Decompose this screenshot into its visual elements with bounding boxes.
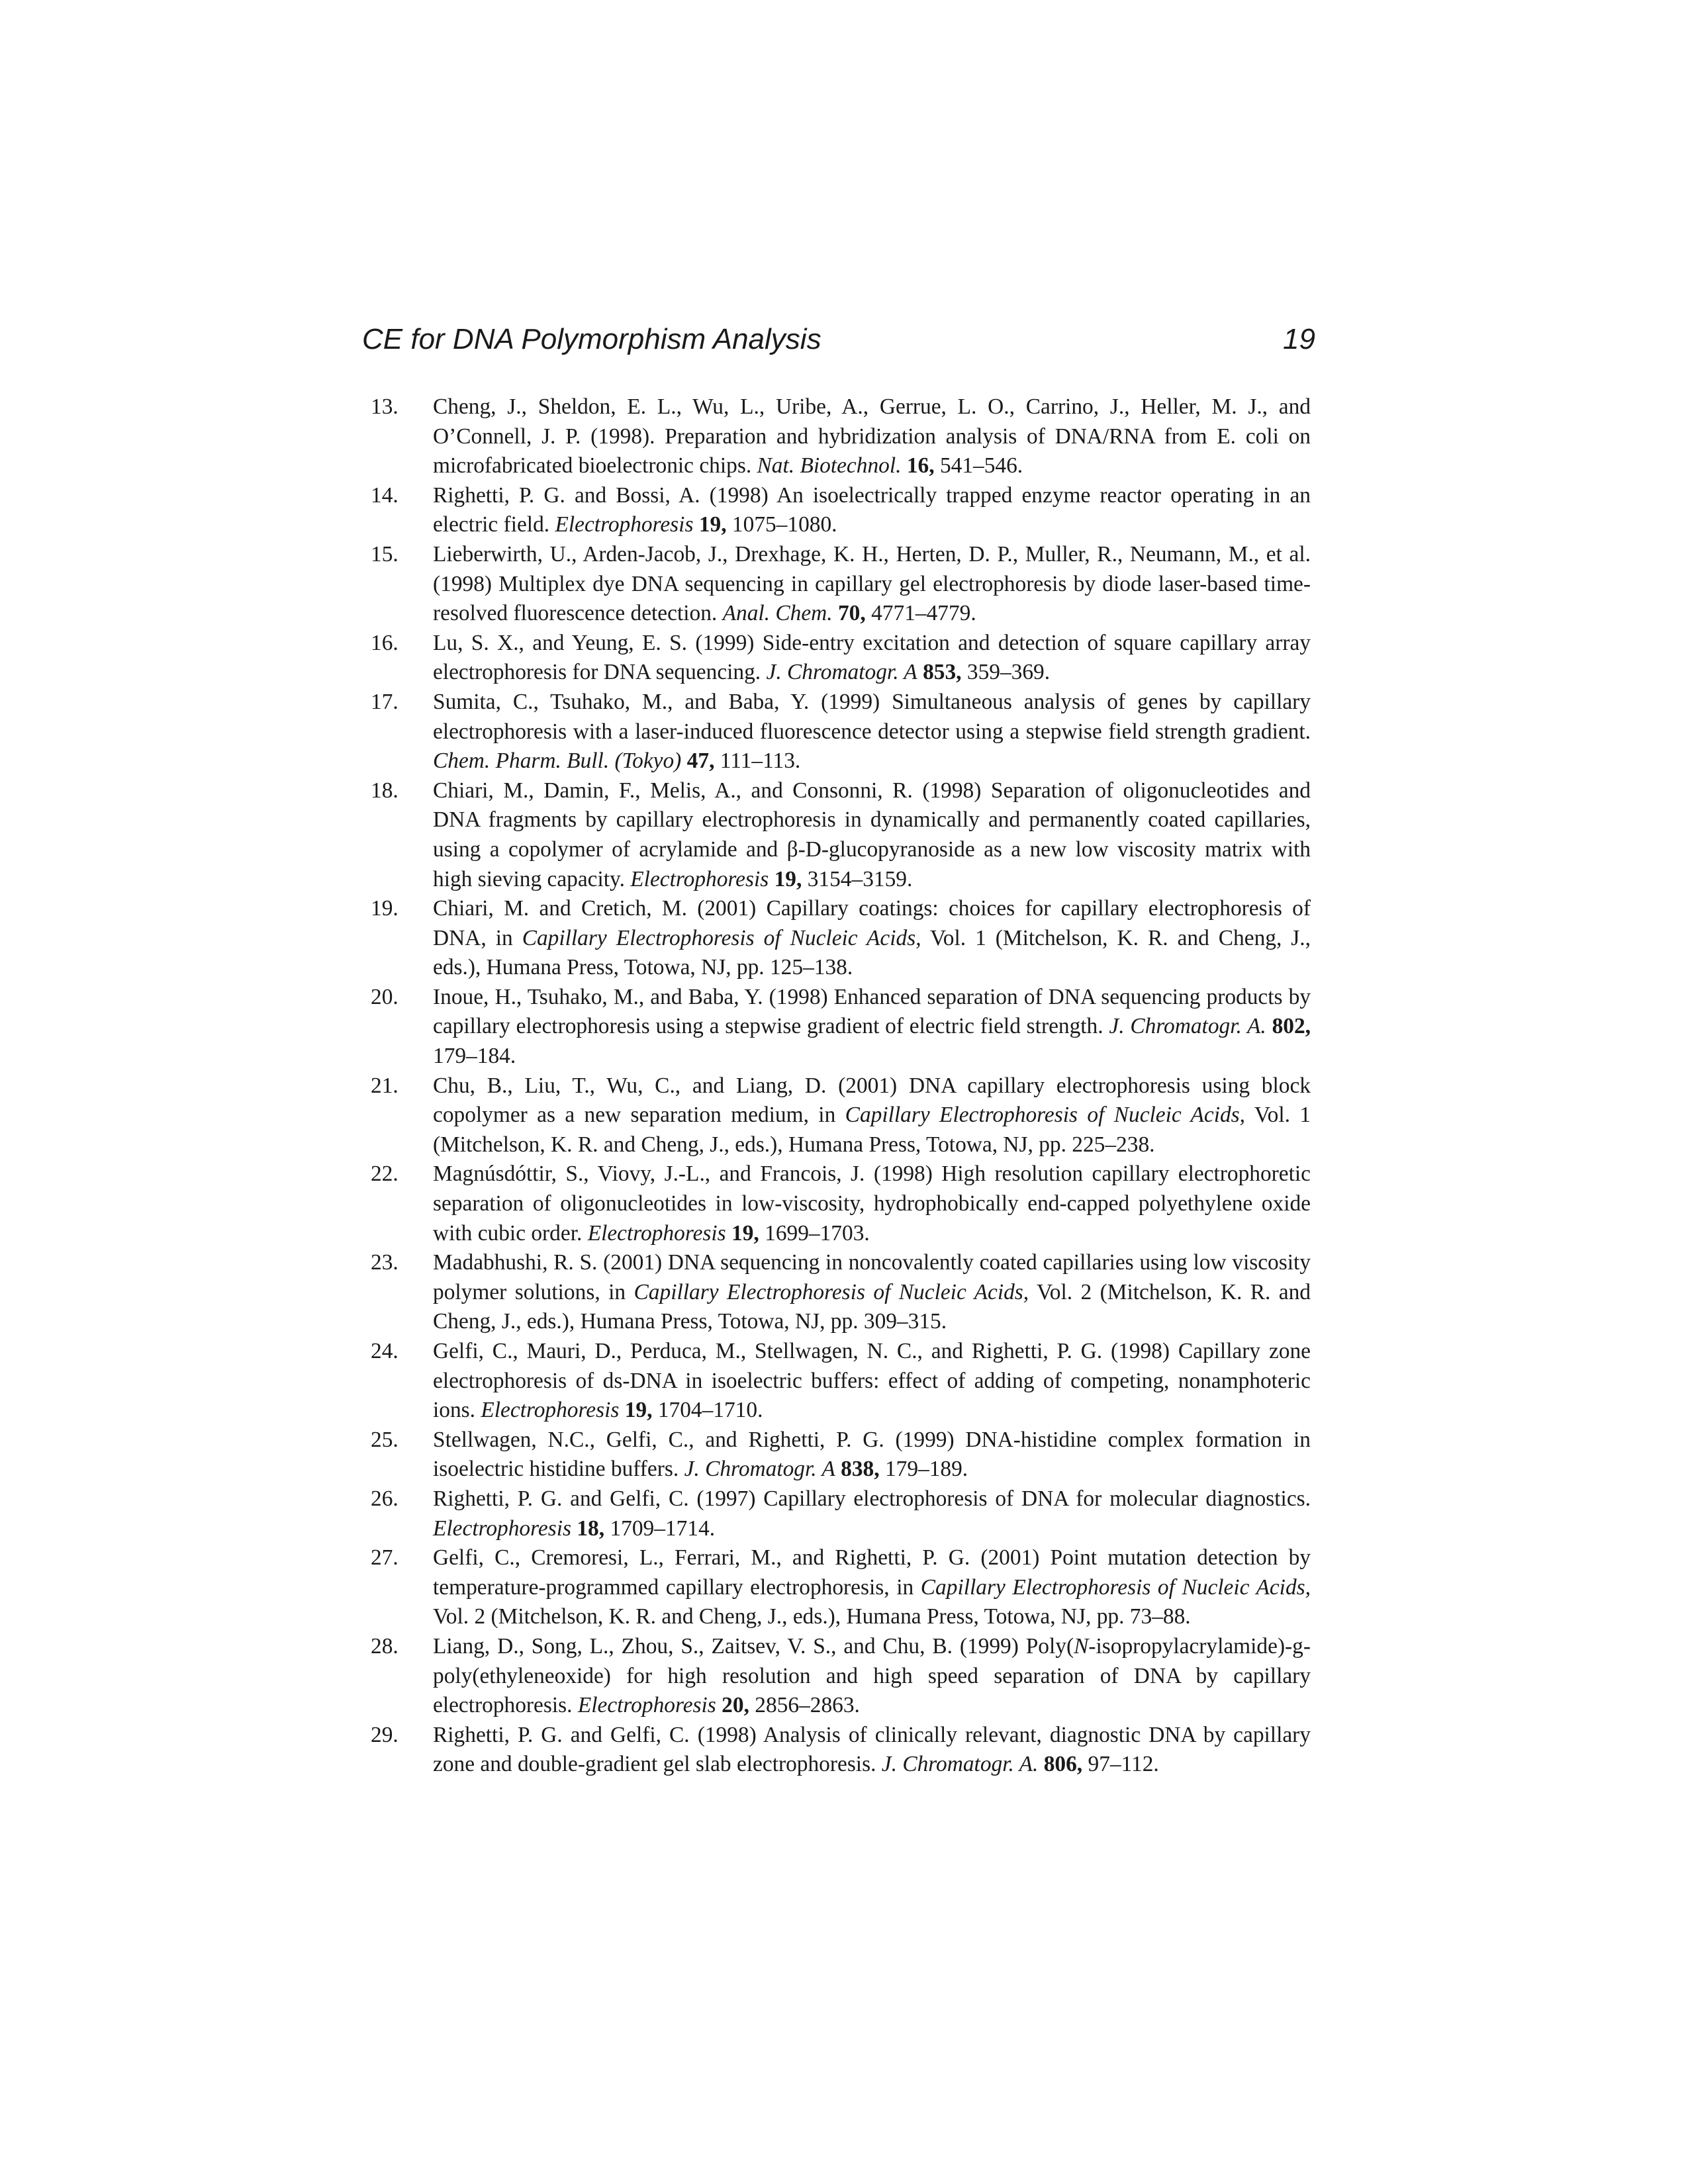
reference-text-end: Vol. 1 (Mitchelson, K. R. and Cheng, J., eds.), Humana Press, Totowa, NJ, pp. 125–138. (433, 925, 1311, 980)
volume-number: 16, (906, 453, 935, 478)
journal-name: J. Chromatogr. A. (881, 1752, 1039, 1777)
book-title: Capillary Electrophoresis of Nucleic Acids, (633, 1279, 1029, 1304)
reference-number: 22. (371, 1161, 399, 1187)
reference-text: Lu, S. X., and Yeung, E. S. (1999) Side-entry excitation and detection of square capillary array electrophoresis for DNA sequencing. (433, 630, 1311, 685)
volume-number: 19, (698, 512, 727, 537)
page-range: 3154–3159. (807, 866, 913, 891)
volume-number: 19, (774, 866, 802, 891)
journal-name: Electrophoresis (630, 866, 769, 891)
volume-number: 70, (837, 601, 866, 626)
reference-item (371, 1632, 1311, 1721)
book-title: Capillary Electrophoresis of Nucleic Acids, (522, 925, 921, 950)
reference-number: 13. (371, 394, 399, 419)
reference-text: Stellwagen, N.C., Gelfi, C., and Righetti, P. G. (1999) DNA-histidine complex formation in isoelectric histidine buffers. (433, 1427, 1311, 1482)
reference-item (371, 481, 1311, 540)
volume-number: 19, (731, 1220, 759, 1246)
journal-name: Nat. Biotechnol. (757, 453, 902, 478)
journal-name: Anal. Chem. (722, 601, 833, 626)
reference-text: Righetti, P. G. and Gelfi, C. (1997) Capillary electrophoresis of DNA for molecular diagnostics. (433, 1486, 1311, 1511)
reference-item (371, 1248, 1311, 1337)
page-range: 4771–4779. (871, 601, 976, 626)
reference-item (371, 1337, 1311, 1426)
reference-text-end: Vol. 1 (Mitchelson, K. R. and Cheng, J., eds.), Humana Press, Totowa, NJ, pp. 225–238. (433, 1103, 1311, 1157)
reference-text: Cheng, J., Sheldon, E. L., Wu, L., Uribe, A., Gerrue, L. O., Carrino, J., Heller, M. J., and O’Connell, J. P. (1998). Preparation and hybridization analysis of DNA/RNA from E. coli on microfabricated bioelectronic chips. (433, 394, 1311, 478)
volume-number: 19, (624, 1398, 653, 1423)
reference-text: Chiari, M. and Cretich, M. (2001) Capillary coatings: choices for capillary electrophoresis of DNA, in (433, 896, 1311, 950)
volume-number: 802, (1272, 1014, 1311, 1039)
reference-number: 18. (371, 778, 399, 803)
reference-item (371, 1071, 1311, 1160)
volume-number: 806, (1043, 1752, 1083, 1777)
journal-name: Electrophoresis (587, 1220, 726, 1246)
reference-item (371, 1484, 1311, 1543)
reference-number: 20. (371, 984, 399, 1009)
book-title: Capillary Electrophoresis of Nucleic Acids, (920, 1574, 1311, 1600)
reference-number: 19. (371, 896, 399, 921)
reference-item (371, 1543, 1311, 1632)
journal-name: Electrophoresis (433, 1516, 571, 1541)
reference-item (371, 983, 1311, 1071)
reference-number: 15. (371, 541, 399, 567)
reference-text: Chiari, M., Damin, F., Melis, A., and Consonni, R. (1998) Separation of oligonucleotides and DNA fragments by capillary electrophoresis in dynamically and permanently coated capillaries, using a copolymer of acrylamide and β-D-glucopyranoside as a new low viscosity matrix with high sieving capacity. (433, 778, 1311, 891)
reference-text: Magnúsdóttir, S., Viovy, J.-L., and Francois, J. (1998) High resolution capillary electrophoretic separation of oligonucleotides in low-viscosity, hydrophobically end-capped polyethylene oxide with cubic order. (433, 1161, 1311, 1246)
reference-text: Liang, D., Song, L., Zhou, S., Zaitsev, V. S., and Chu, B. (1999) Poly( (433, 1633, 1074, 1659)
reference-number: 26. (371, 1486, 399, 1511)
volume-number: 18, (577, 1516, 605, 1541)
reference-text: Lieberwirth, U., Arden-Jacob, J., Drexhage, K. H., Herten, D. P., Muller, R., Neumann, M., et al. (1998) Multiplex dye DNA sequencing in capillary gel electrophoresis by diode laser-based time-resolved fluorescence detection. (433, 541, 1311, 626)
page-number: 19 (1283, 323, 1315, 355)
journal-name: Electrophoresis (577, 1693, 716, 1718)
reference-item (371, 540, 1311, 629)
reference-number: 27. (371, 1545, 399, 1570)
reference-text: Inoue, H., Tsuhako, M., and Baba, Y. (1998) Enhanced separation of DNA sequencing products by capillary electrophoresis using a stepwise gradient of electric field strength. (433, 984, 1311, 1039)
reference-text-end: Vol. 2 (Mitchelson, K. R. and Cheng, J., eds.), Humana Press, Totowa, NJ, pp. 309–315. (433, 1279, 1311, 1334)
journal-name: Electrophoresis (555, 512, 694, 537)
volume-number: 838, (841, 1457, 880, 1482)
reference-text: Chu, B., Liu, T., Wu, C., and Liang, D. (2001) DNA capillary electrophoresis using block copolymer as a new separation medium, in (433, 1073, 1311, 1128)
journal-name: J. Chromatogr. A. (1109, 1014, 1266, 1039)
reference-text: Gelfi, C., Cremoresi, L., Ferrari, M., and Righetti, P. G. (2001) Point mutation detection by temperature-programmed capillary electrophoresis, in (433, 1545, 1311, 1600)
reference-item (371, 629, 1311, 688)
italic-letter: N (1074, 1633, 1089, 1659)
reference-number: 25. (371, 1427, 399, 1452)
journal-name: J. Chromatogr. A (684, 1457, 835, 1482)
reference-number: 29. (371, 1722, 399, 1747)
reference-item (371, 1426, 1311, 1484)
reference-text: Madabhushi, R. S. (2001) DNA sequencing in noncovalently coated capillaries using low viscosity polymer solutions, in (433, 1250, 1311, 1304)
reference-text: Sumita, C., Tsuhako, M., and Baba, Y. (1999) Simultaneous analysis of genes by capillary electrophoresis with a laser-induced fluorescence detector using a stepwise field strength gradient. (433, 689, 1311, 744)
running-title: CE for DNA Polymorphism Analysis (362, 323, 821, 355)
reference-number: 21. (371, 1073, 399, 1098)
reference-item (371, 776, 1311, 894)
reference-number: 14. (371, 482, 399, 508)
reference-text-cont: -isopropylacrylamide)-g-poly(ethyleneoxide) for high resolution and high speed separation of DNA by capillary electrophoresis. (433, 1633, 1311, 1718)
volume-number: 47, (686, 749, 715, 774)
book-title: Capillary Electrophoresis of Nucleic Acids, (845, 1103, 1246, 1128)
journal-name: Chem. Pharm. Bull. (Tokyo) (433, 749, 682, 774)
reference-text: Righetti, P. G. and Gelfi, C. (1998) Analysis of clinically relevant, diagnostic DNA by capillary zone and double-gradient gel slab electrophoresis. (433, 1722, 1311, 1777)
page-range: 1075–1080. (731, 512, 837, 537)
reference-item (371, 1160, 1311, 1248)
reference-item (371, 392, 1311, 481)
page-range: 2856–2863. (755, 1693, 860, 1718)
reference-item (371, 1721, 1311, 1780)
reference-number: 23. (371, 1250, 399, 1275)
reference-item (371, 688, 1311, 776)
reference-number: 16. (371, 630, 399, 655)
reference-text: Gelfi, C., Mauri, D., Perduca, M., Stellwagen, N. C., and Righetti, P. G. (1998) Capillary zone electrophoresis of ds-DNA in isoelectric buffers: effect of adding of competing, nonamphoteric ions. (433, 1339, 1311, 1423)
reference-number: 17. (371, 689, 399, 714)
reference-number: 28. (371, 1633, 399, 1659)
page-range: 1704–1710. (657, 1398, 763, 1423)
journal-name: Electrophoresis (481, 1398, 620, 1423)
page-range: 1709–1714. (610, 1516, 716, 1541)
reference-text: Righetti, P. G. and Bossi, A. (1998) An isoelectrically trapped enzyme reactor operating in an electric field. (433, 482, 1311, 537)
reference-list (371, 392, 1311, 1780)
page-header (362, 316, 1315, 363)
volume-number: 20, (722, 1693, 749, 1718)
reference-text-end: Vol. 2 (Mitchelson, K. R. and Cheng, J., eds.), Humana Press, Totowa, NJ, pp. 73–88. (433, 1604, 1191, 1629)
page-range: 179–189. (884, 1457, 968, 1482)
journal-name: J. Chromatogr. A (766, 660, 917, 685)
page-range: 359–369. (966, 660, 1051, 685)
reference-item (371, 894, 1311, 983)
page-range: 97–112. (1088, 1752, 1159, 1777)
page-range: 179–184. (433, 1044, 516, 1069)
page-range: 541–546. (939, 453, 1023, 478)
reference-number: 24. (371, 1339, 399, 1363)
page-range: 1699–1703. (765, 1220, 870, 1246)
volume-number: 853, (923, 660, 962, 685)
page-range: 111–113. (720, 749, 801, 774)
